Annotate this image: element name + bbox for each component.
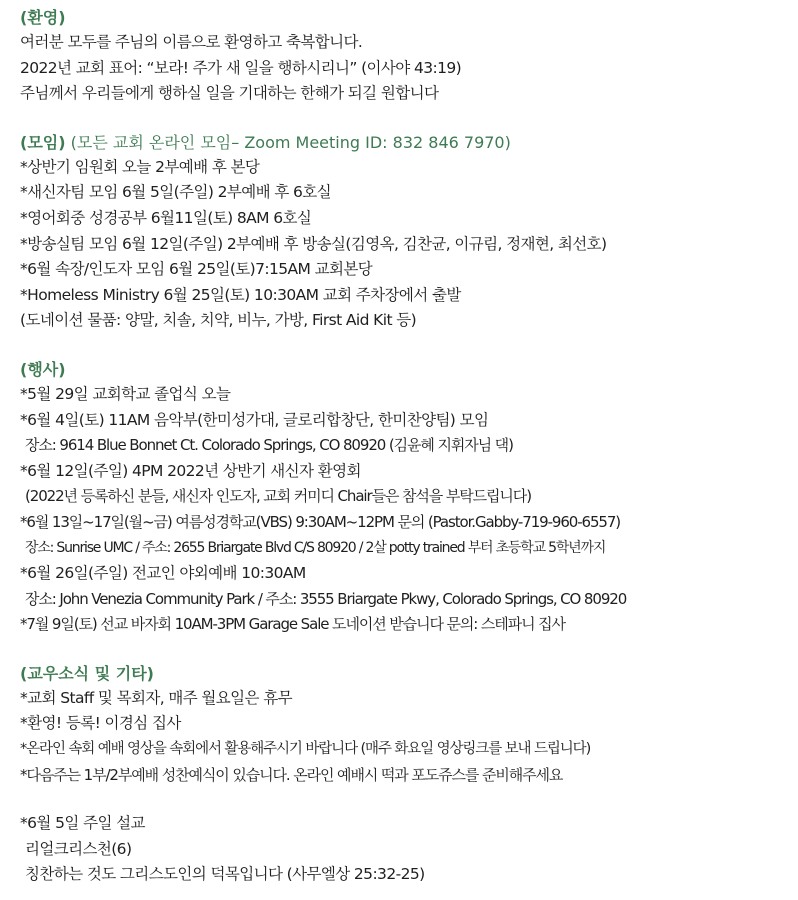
events-line: *5월 29일 교회학교 졸업식 오늘 <box>20 384 231 403</box>
meetings-line: *새신자팀 모임 6월 5일(주일) 2부예배 후 6호실 <box>20 183 332 202</box>
news-line: *환영! 등록! 이경심 집사 <box>20 714 181 733</box>
events-line: 장소: John Venezia Community Park / 주소: 3555 Briargate Pkwy, Colorado Springs, CO 80920 <box>25 589 627 608</box>
meetings-heading-row <box>20 130 790 155</box>
section-spacer <box>20 107 790 130</box>
meetings-line: *Homeless Ministry 6월 25일(토) 10:30AM 교회 주차장에서 출발 <box>20 285 461 304</box>
bulletin-page <box>20 5 790 888</box>
welcome-section <box>20 5 790 107</box>
sermon-line: 칭찬하는 것도 그리스도인의 덕목입니다 (사무엘상 25:32-25) <box>25 865 425 884</box>
events-line: *6월 12일(주일) 4PM 2022년 상반기 새신자 환영회 <box>20 461 361 480</box>
news-line: *다음주는 1부/2부예배 성찬예식이 있습니다. 온라인 예배시 떡과 포도쥬스를 준비해주세요 <box>20 765 563 784</box>
news-heading: (교우소식 및 기타) <box>20 663 154 683</box>
news-line: *온라인 속회 예배 영상을 속회에서 활용해주시기 바랍니다 (매주 화요일 영상링크를 보내 드립니다) <box>20 741 591 758</box>
events-line: (2022년 등록하신 분들, 새신자 인도자, 교회 커미디 Chair들은 참석을 부탁드립니다) <box>25 487 531 506</box>
meetings-line: *영어회중 성경공부 6월11일(토) 8AM 6호실 <box>20 208 312 227</box>
events-line: 장소: Sunrise UMC / 주소: 2655 Briargate Blvd C/S 80920 / 2살 potty trained 부터 초등학교 5학년까지 <box>25 539 606 556</box>
events-line: *7월 9일(토) 선교 바자회 10AM-3PM Garage Sale 도네이션 받습니다 문의: 스테파니 집사 <box>20 615 565 634</box>
welcome-line: 여러분 모두를 주님의 이름으로 환영하고 축복합니다. <box>20 33 363 51</box>
meetings-line: *상반기 임원회 오늘 2부예배 후 본당 <box>20 157 260 176</box>
meetings-subheading: (모든 교회 온라인 모임– Zoom Meeting ID: 832 846 7970) <box>65 132 511 152</box>
events-line: *6월 4일(토) 11AM 음악부(한미성가대, 글로리합창단, 한미찬양팀) 모임 <box>20 410 489 429</box>
meetings-line: (도네이션 물품: 양말, 치솔, 치약, 비누, 가방, First Aid Kit 등) <box>20 311 417 330</box>
meetings-section <box>20 130 790 334</box>
meetings-line: *방송실팀 모임 6월 12일(주일) 2부예배 후 방송실(김영옥, 김찬균, 이규림, 정재현, 최선호) <box>20 234 607 253</box>
sermon-section <box>20 811 790 888</box>
events-line: *6월 13일~17일(월~금) 여름성경학교(VBS) 9:30AM~12PM 문의 (Pastor.Gabby-719-960-6557) <box>20 512 621 531</box>
welcome-line: 2022년 교회 표어: “보라! 주가 새 일을 행하시리니” (이사야 43:19) <box>20 58 462 77</box>
events-section <box>20 357 790 638</box>
events-line: *6월 26일(주일) 전교인 야외예배 10:30AM <box>20 564 306 583</box>
events-line: 장소: 9614 Blue Bonnet Ct. Colorado Springs, CO 80920 (김윤혜 지휘자님 댁) <box>25 436 513 455</box>
section-spacer <box>20 788 790 811</box>
welcome-heading: (환영) <box>20 8 66 27</box>
sermon-line: *6월 5일 주일 설교 <box>20 814 145 833</box>
welcome-line: 주님께서 우리들에게 행하실 일을 기대하는 한해가 되길 원합니다 <box>20 84 439 103</box>
meetings-line: *6월 속장/인도자 모임 6월 25일(토)7:15AM 교회본당 <box>20 260 373 279</box>
section-spacer <box>20 334 790 357</box>
sermon-line: 리얼크리스천(6) <box>25 839 132 858</box>
news-line: *교회 Staff 및 목회자, 매주 월요일은 휴무 <box>20 688 292 707</box>
section-spacer <box>20 638 790 661</box>
events-heading: (행사) <box>20 359 66 379</box>
meetings-heading: (모임) <box>20 132 66 152</box>
news-section <box>20 661 790 788</box>
